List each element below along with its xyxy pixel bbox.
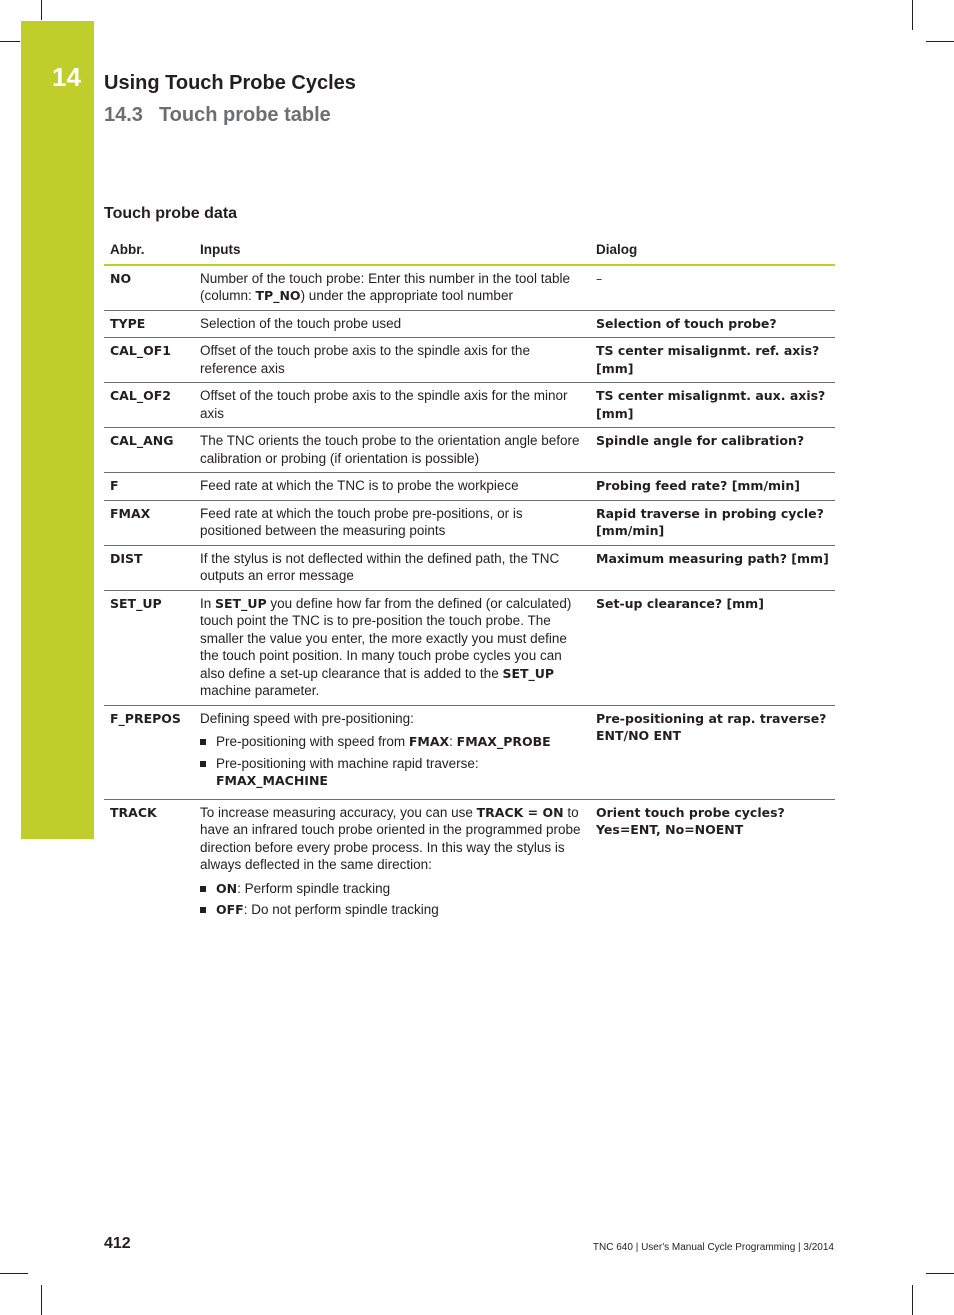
crop-mark bbox=[41, 0, 42, 20]
crop-mark bbox=[41, 1285, 42, 1315]
inputs-cell bbox=[194, 590, 590, 705]
section-name: Touch probe table bbox=[158, 104, 331, 126]
table-row bbox=[104, 428, 835, 473]
footer-text: TNC 640 | User's Manual Cycle Programming | 3/2014 bbox=[592, 1242, 834, 1253]
column-header-abbr: Abbr. bbox=[104, 238, 194, 265]
inputs-text: : Do not perform spindle tracking bbox=[243, 902, 439, 917]
table-row bbox=[104, 545, 835, 590]
chapter-number: 14 bbox=[52, 62, 81, 92]
inputs-text: machine parameter. bbox=[200, 683, 320, 698]
inputs-text: Pre-positioning with speed from bbox=[216, 734, 409, 749]
dialog-cell: Probing feed rate? [mm/min] bbox=[590, 473, 835, 501]
abbr-cell: SET_UP bbox=[104, 590, 194, 705]
inputs-text: you define how far from the defined (or calculated) touch point the TNC is to pre-position the touch probe. The smaller the value you enter, the more exactly you must define the touch point position. In many touch probe cycles you can also define a set-up clearance that is added to the bbox=[200, 595, 572, 681]
abbr-cell: F_PREPOS bbox=[104, 705, 194, 799]
inputs-cell bbox=[194, 705, 590, 799]
keyword: OFF bbox=[216, 902, 244, 917]
abbr-cell: CAL_OF2 bbox=[104, 383, 194, 428]
table-row bbox=[104, 265, 835, 311]
dialog-cell: TS center misalignmt. ref. axis? [mm] bbox=[590, 338, 835, 383]
dialog-cell: Selection of touch probe? bbox=[590, 310, 835, 338]
touch-probe-table bbox=[104, 238, 835, 928]
column-header-inputs: Inputs bbox=[194, 238, 590, 265]
inputs-paragraph bbox=[200, 804, 584, 874]
abbr-cell: DIST bbox=[104, 545, 194, 590]
inputs-text: ) under the appropriate tool number bbox=[300, 288, 513, 303]
abbr-cell: CAL_ANG bbox=[104, 428, 194, 473]
inputs-cell: If the stylus is not deflected within the defined path, the TNC outputs an error message bbox=[194, 545, 590, 590]
list-item bbox=[200, 755, 584, 790]
keyword: TP_NO bbox=[255, 288, 301, 303]
column-header-dialog: Dialog bbox=[590, 238, 835, 265]
keyword: SET_UP bbox=[502, 665, 555, 681]
keyword: FMAX bbox=[408, 734, 450, 749]
inputs-cell: Selection of the touch probe used bbox=[194, 310, 590, 338]
crop-mark bbox=[0, 41, 20, 42]
section-title bbox=[104, 104, 331, 127]
page-number: 412 bbox=[104, 1235, 131, 1252]
table-row bbox=[104, 590, 835, 705]
inputs-cell: Feed rate at which the touch probe pre-positions, or is positioned between the measuring points bbox=[194, 500, 590, 545]
inputs-cell bbox=[194, 799, 590, 928]
dialog-cell: Rapid traverse in probing cycle? [mm/min] bbox=[590, 500, 835, 545]
inputs-text: : Perform spindle tracking bbox=[237, 880, 391, 896]
inputs-text: Defining speed with pre-positioning: bbox=[200, 710, 414, 726]
chapter-tab bbox=[21, 21, 94, 839]
inputs-text: Number of the touch probe: Enter this number in the tool table (column: bbox=[200, 270, 570, 303]
abbr-cell: FMAX bbox=[104, 500, 194, 545]
inputs-cell: Offset of the touch probe axis to the spindle axis for the reference axis bbox=[194, 338, 590, 383]
dialog-cell: – bbox=[590, 265, 835, 311]
table-row bbox=[104, 705, 835, 799]
dialog-cell: Orient touch probe cycles? Yes=ENT, No=NOENT bbox=[596, 804, 785, 837]
table-row bbox=[104, 310, 835, 338]
section-number: 14.3 bbox=[104, 104, 143, 126]
abbr-cell: F bbox=[104, 473, 194, 501]
inputs-cell bbox=[194, 265, 590, 311]
bullet-list bbox=[200, 880, 584, 919]
inputs-text: to have an infrared touch probe oriented in the programmed probe direction before every probe process. In this way the stylus is always deflected in the same direction: bbox=[200, 804, 581, 872]
inputs-cell: Offset of the touch probe axis to the spindle axis for the minor axis bbox=[194, 383, 590, 428]
crop-mark bbox=[926, 41, 954, 42]
crop-mark bbox=[926, 1273, 954, 1274]
chapter-title: Using Touch Probe Cycles bbox=[104, 72, 356, 94]
table-row bbox=[104, 799, 835, 928]
keyword: SET_UP bbox=[215, 595, 267, 611]
crop-mark bbox=[0, 1273, 28, 1274]
inputs-text: In bbox=[200, 595, 216, 611]
dialog-cell: TS center misalignmt. aux. axis? [mm] bbox=[590, 383, 835, 428]
dialog-cell: Spindle angle for calibration? bbox=[590, 428, 835, 473]
bullet-list bbox=[200, 733, 584, 790]
keyword: TRACK = ON bbox=[476, 804, 564, 820]
abbr-cell: TRACK bbox=[110, 804, 157, 820]
keyword: FMAX_MACHINE bbox=[216, 773, 328, 788]
inputs-cell: The TNC orients the touch probe to the orientation angle before calibration or probing (if orientation is possible) bbox=[194, 428, 590, 473]
table-heading: Touch probe data bbox=[104, 205, 238, 222]
dialog-cell: Set-up clearance? [mm] bbox=[590, 590, 835, 705]
abbr-cell: NO bbox=[104, 265, 194, 311]
list-item bbox=[200, 901, 584, 919]
table-row bbox=[104, 500, 835, 545]
table-row bbox=[104, 473, 835, 501]
keyword: FMAX_PROBE bbox=[456, 734, 551, 749]
list-item bbox=[200, 733, 584, 751]
table-header-row bbox=[104, 238, 835, 265]
abbr-cell: CAL_OF1 bbox=[104, 338, 194, 383]
table-row bbox=[104, 338, 835, 383]
inputs-text: To increase measuring accuracy, you can use bbox=[200, 804, 477, 820]
crop-mark bbox=[912, 0, 913, 30]
dialog-cell: Maximum measuring path? [mm] bbox=[590, 545, 835, 590]
dialog-cell: Pre-positioning at rap. traverse? ENT/NO ENT bbox=[590, 705, 835, 799]
inputs-cell: Feed rate at which the TNC is to probe the workpiece bbox=[194, 473, 590, 501]
abbr-cell: TYPE bbox=[104, 310, 194, 338]
list-item bbox=[200, 880, 584, 898]
table-row bbox=[104, 383, 835, 428]
crop-mark bbox=[912, 1285, 913, 1315]
keyword: ON bbox=[216, 880, 238, 896]
inputs-text: : bbox=[449, 734, 457, 749]
inputs-text: Pre-positioning with machine rapid traverse: bbox=[216, 755, 479, 771]
